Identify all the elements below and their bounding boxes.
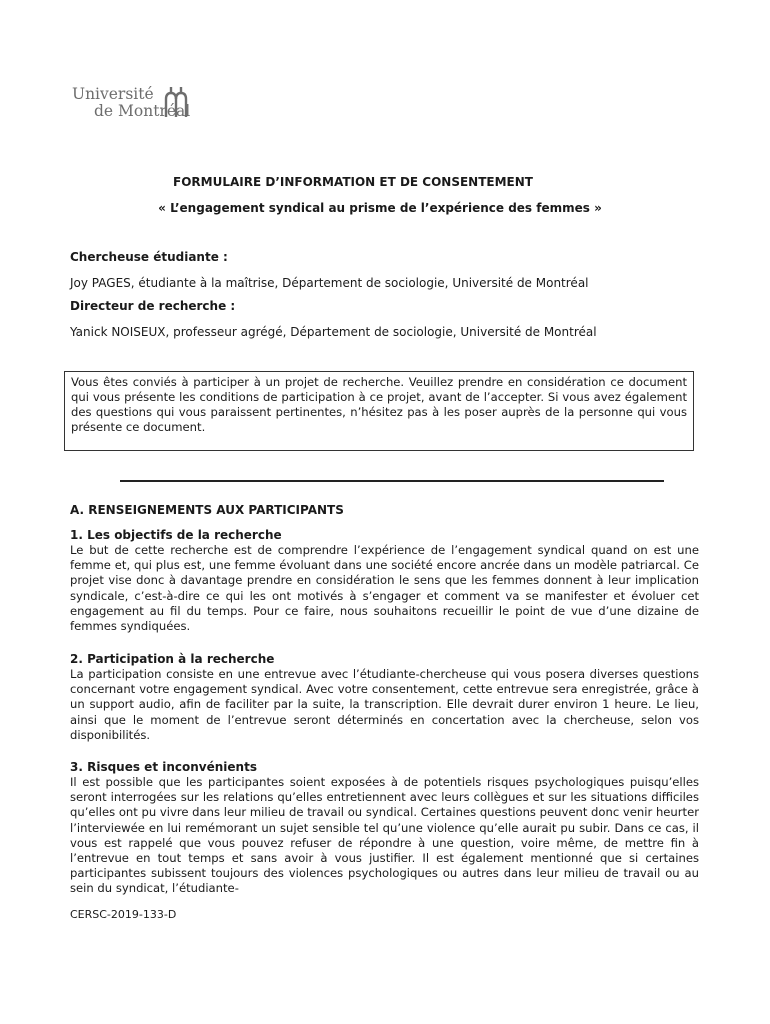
logo-line-1: Université [72,85,154,103]
participation-text: La participation consiste en une entrevue avec l’étudiante-chercheuse qui vous posera diverses questions concernant votre engagement syndical. Avec votre consentement, cette entrevue sera enregistrée, grâce à un support audio, afin de faciliter par la suite, la transcription. Elle devrait durer environ 1 heure. Le lieu, ainsi que le moment de l’entrevue seront déterminés en concertation avec la chercheuse, selon vos disponibilités. [70,667,699,742]
university-emblem-icon [164,87,190,119]
form-title: FORMULAIRE D’INFORMATION ET DE CONSENTEMENT [173,175,533,189]
participation-heading: 2. Participation à la recherche [70,652,275,666]
risks-heading: 3. Risques et inconvénients [70,760,257,774]
divider [120,480,664,482]
logo-line-2: de Montréal [94,102,191,120]
study-title: « L’engagement syndical au prisme de l’expérience des femmes » [158,201,602,215]
university-logo [72,86,202,136]
director-value: Yanick NOISEUX, professeur agrégé, Département de sociologie, Université de Montréal [70,325,597,339]
student-value: Joy PAGES, étudiante à la maîtrise, Département de sociologie, Université de Montréal [70,276,589,290]
document-code: CERSC-2019-133-D [70,908,177,921]
student-label: Chercheuse étudiante : [70,250,228,264]
director-label: Directeur de recherche : [70,299,236,313]
objectives-heading: 1. Les objectifs de la recherche [70,528,282,542]
risks-text: Il est possible que les participantes soient exposées à de potentiels risques psychologiques puisqu’elles seront interrogées sur les relations qu’elles entretiennent avec leurs collègues et sur les situations difficiles qu’elles ont pu vivre dans leur milieu de travail ou syndical. Certaines questions peuvent donc venir heurter l’interviewée en lui remémorant un sujet sensible tel qu’une violence qu’elle aurait pu subir. Dans ce cas, il vous est rappelé que vous pouvez refuser de répondre à une question, voire même, de mettre fin à l’entrevue en tout temps et sans avoir à vous justifier. Il est également mentionné que si certaines participantes subissent toujours des violences psychologiques ou autres dans leur milieu de travail ou au sein du syndicat, l’étudiante- [70,775,699,896]
section-a-heading: A. RENSEIGNEMENTS AUX PARTICIPANTS [70,503,344,517]
objectives-text: Le but de cette recherche est de comprendre l’expérience de l’engagement syndical quand on est une femme et, qui plus est, une femme évoluant dans une société encore ancrée dans un modèle patriarcal. Ce projet vise donc à davantage prendre en considération le sens que les femmes donnent à leur implication syndicale, c’est-à-dire ce qui les ont motivés à s’engager et comment va se manifester et évoluer cet engagement au fil du temps. Pour ce faire, nous souhaitons recueillir le point de vue d’une dizaine de femmes syndiquées. [70,543,699,634]
consent-notice-box: Vous êtes conviés à participer à un projet de recherche. Veuillez prendre en considération ce document qui vous présente les conditions de participation à ce projet, avant de l’accepter. Si vous avez également des questions qui vous paraissent pertinentes, n’hésitez pas à les poser auprès de la personne qui vous présente ce document. [64,371,694,451]
